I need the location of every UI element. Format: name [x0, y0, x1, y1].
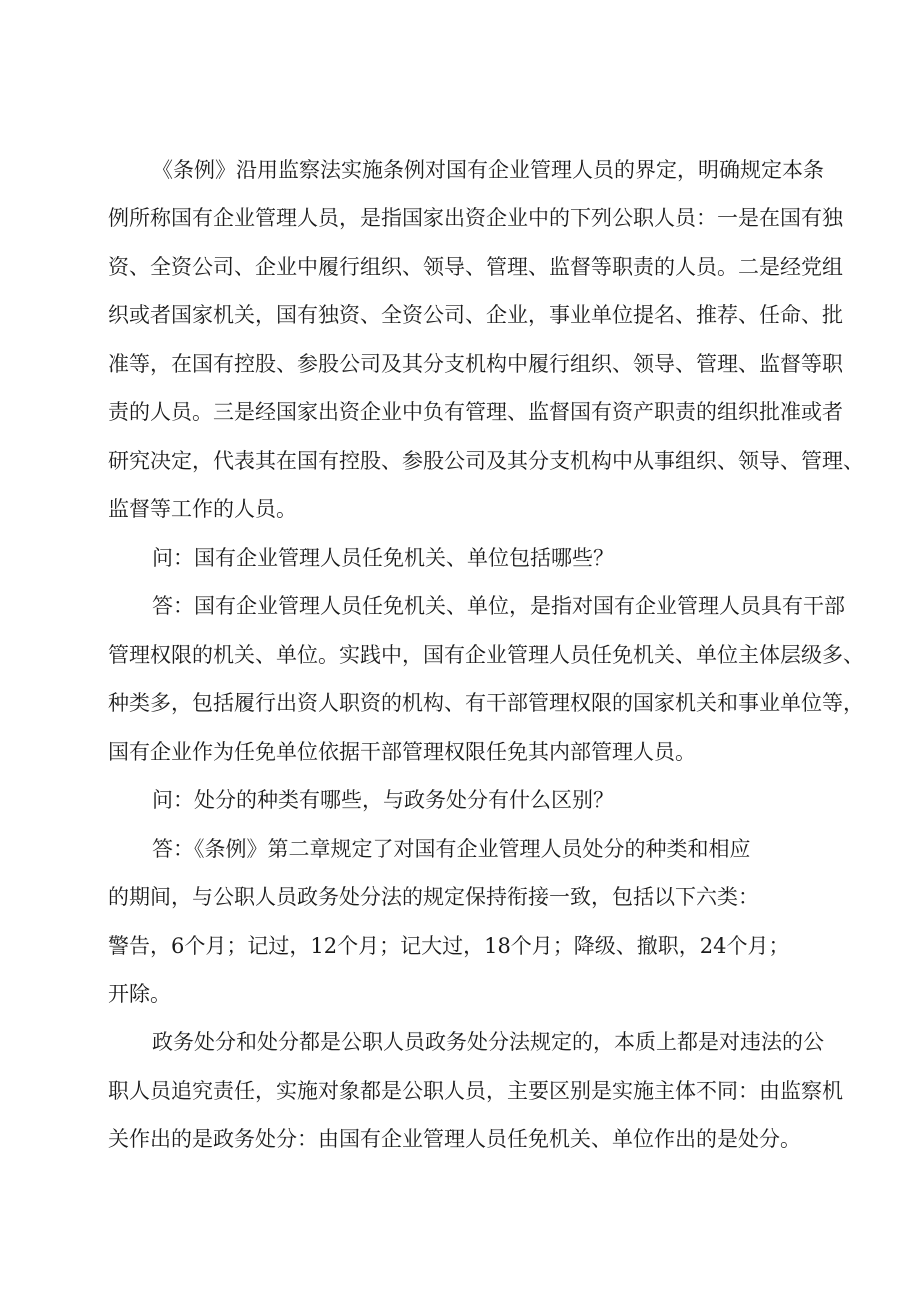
- paragraph-1-line-4: 织或者国家机关，国有独资、全资公司、企业，事业单位提名、推荐、任命、批: [108, 303, 843, 327]
- paragraph-1-line-8: 监督等工作的人员。: [108, 497, 297, 521]
- answer-1-line-1: 答：国有企业管理人员任免机关、单位，是指对国有企业管理人员具有干部: [152, 594, 845, 618]
- question-2: 问：处分的种类有哪些，与政务处分有什么区别？: [152, 788, 614, 812]
- paragraph-1-line-1: 《条例》沿用监察法实施条例对国有企业管理人员的界定，明确规定本条: [152, 158, 824, 182]
- paragraph-1-line-2: 例所称国有企业管理人员，是指国家出资企业中的下列公职人员：一是在国有独: [108, 206, 843, 230]
- answer-1-line-2: 管理权限的机关、单位。实践中，国有企业管理人员任免机关、单位主体层级多、: [108, 643, 864, 667]
- answer-2-line-3: 警告，6个月；记过，12个月；记大过，18个月；降级、撤职，24个月；: [108, 934, 790, 958]
- paragraph-1-line-6: 责的人员。三是经国家出资企业中负有管理、监督国有资产职责的组织批准或者: [108, 400, 843, 424]
- paragraph-2-line-2: 职人员追究责任，实施对象都是公职人员，主要区别是实施主体不同：由监察机: [108, 1079, 843, 1103]
- question-1: 问：国有企业管理人员任免机关、单位包括哪些？: [152, 546, 614, 570]
- answer-1-line-4: 国有企业作为任免单位依据干部管理权限任免其内部管理人员。: [108, 740, 696, 764]
- answer-1-line-3: 种类多，包括履行出资人职资的机构、有干部管理权限的国家机关和事业单位等，: [108, 691, 864, 715]
- paragraph-2-line-1: 政务处分和处分都是公职人员政务处分法规定的，本质上都是对违法的公: [152, 1030, 824, 1054]
- paragraph-1-line-7: 研究决定，代表其在国有控股、参股公司及其分支机构中从事组织、领导、管理、: [108, 449, 864, 473]
- answer-2-line-2: 的期间，与公职人员政务处分法的规定保持衔接一致，包括以下六类：: [108, 885, 759, 909]
- answer-2-line-4: 开除。: [108, 982, 171, 1006]
- answer-2-line-1: 答：《条例》第二章规定了对国有企业管理人员处分的种类和相应: [152, 837, 751, 861]
- paragraph-1-line-5: 准等，在国有控股、参股公司及其分支机构中履行组织、领导、管理、监督等职: [108, 352, 843, 376]
- paragraph-1-line-3: 资、全资公司、企业中履行组织、领导、管理、监督等职责的人员。二是经党组: [108, 255, 843, 279]
- paragraph-2-line-3: 关作出的是政务处分：由国有企业管理人员任免机关、单位作出的是处分。: [108, 1127, 801, 1151]
